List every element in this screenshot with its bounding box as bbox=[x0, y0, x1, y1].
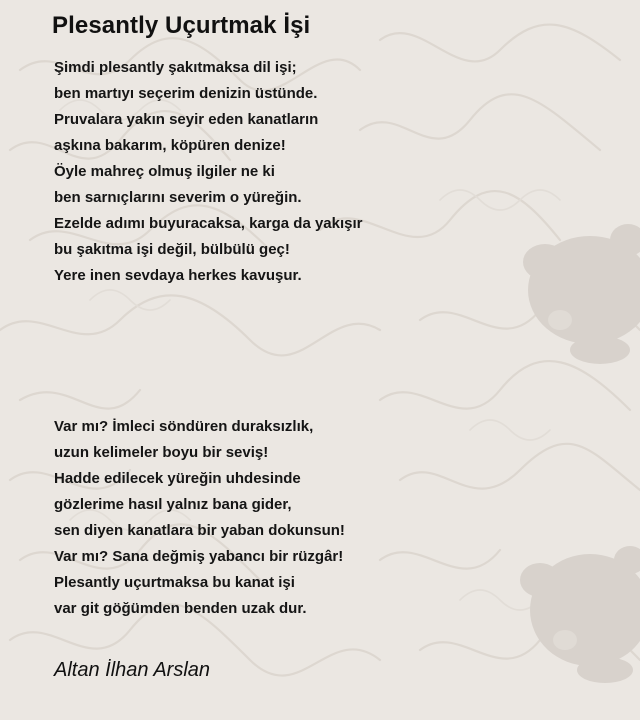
poem-line: var git göğümden benden uzak dur. bbox=[54, 600, 307, 617]
poem-author: Altan İlhan Arslan bbox=[54, 659, 211, 681]
poem-line: Var mı? İmleci söndüren duraksızlık, bbox=[54, 418, 314, 435]
stanza-2 bbox=[54, 414, 345, 622]
poem-line: gözlerime hasıl yalnız bana gider, bbox=[54, 496, 292, 513]
poem-line: Yere inen sevdaya herkes kavuşur. bbox=[54, 267, 302, 284]
stanza-1 bbox=[54, 55, 363, 289]
poem-line: uzun kelimeler boyu bir seviş! bbox=[54, 444, 269, 461]
poem-line: ben sarnıçlarını severim o yüreğin. bbox=[54, 189, 302, 206]
poem-line: Var mı? Sana değmiş yabancı bir rüzgâr! bbox=[54, 548, 344, 565]
poem-line: ben martıyı seçerim denizin üstünde. bbox=[54, 85, 318, 102]
poem-line: Ezelde adımı buyuracaksa, karga da yakışır bbox=[54, 215, 363, 232]
poem-line: Pruvalara yakın seyir eden kanatların bbox=[54, 111, 319, 128]
poem-line: Hadde edilecek yüreğin uhdesinde bbox=[54, 470, 301, 487]
poem-line: Şimdi plesantly şakıtmaksa dil işi; bbox=[54, 59, 297, 76]
poem-line: bu şakıtma işi değil, bülbülü geç! bbox=[54, 241, 290, 258]
poem-line: aşkına bakarım, köpüren denize! bbox=[54, 137, 286, 154]
poem-line: sen diyen kanatlara bir yaban dokunsun! bbox=[54, 522, 345, 539]
poem-line: Plesantly uçurtmaksa bu kanat işi bbox=[54, 574, 295, 591]
poem-line: Öyle mahreç olmuş ilgiler ne ki bbox=[54, 163, 275, 180]
poem-title: Plesantly Uçurtmak İşi bbox=[52, 12, 311, 39]
